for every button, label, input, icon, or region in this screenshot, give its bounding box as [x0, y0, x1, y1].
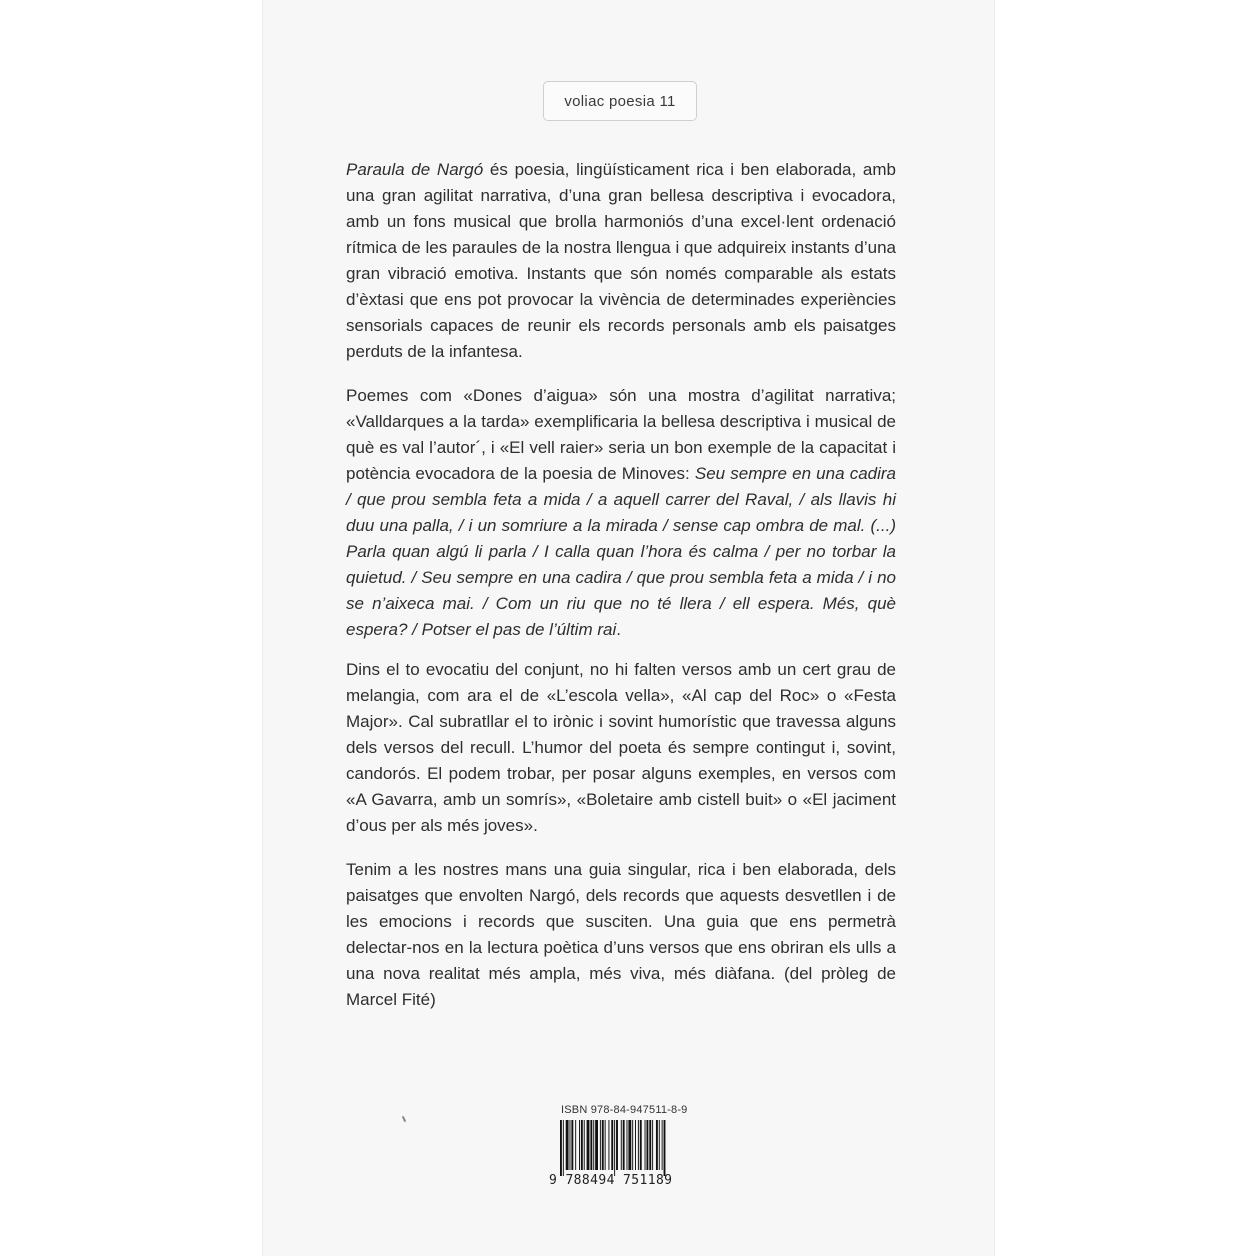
barcode-bar: [616, 1120, 618, 1170]
text-run: Tenim a les nostres mans una guia singular, rica i ben elaborada, dels paisatges que envolten Nargó, dels records que aquests desvetllen i de les emocions i records que susciten. Una guia que ens permetrà delectar-nos en la lectura poètica d’uns versos que ens obriran els ulls a una nova realitat més ampla, més viva, més diàfana. (del pròleg de Marcel Fité): [346, 860, 896, 1009]
barcode-bar: [664, 1120, 666, 1176]
series-label: voliac poesia 11: [543, 81, 697, 121]
paragraph-2: [346, 383, 896, 643]
italic-text-run: Seu sempre en una cadira / que prou sembla feta a mida / a aquell carrer del Raval, / als llavis hi duu una palla, / i un somriure a la mirada / sense cap ombra de mal. (...) Parla quan algú li parla / I calla quan l’hora és calma / per no torbar la quietud. / Seu sempre en una cadira / que prou sembla feta a mida / i no se n’aixeca mai. / Com un riu que no té llera / ell espera. Més, què espera? / Potser el pas de l’últim rai: [346, 464, 896, 639]
barcode-bar: [614, 1120, 615, 1176]
barcode-bar: [571, 1120, 573, 1170]
barcode-bar: [593, 1120, 594, 1170]
barcode-bar: [640, 1120, 642, 1170]
barcode-bar: [645, 1120, 646, 1170]
barcode-bar: [621, 1120, 622, 1170]
barcode: [560, 1120, 696, 1176]
barcode-bar: [628, 1120, 631, 1170]
barcode-bar: [584, 1120, 585, 1170]
text-run: Dins el to evocatiu del conjunt, no hi falten versos amb un cert grau de melangia, com ara el de «L’escola vella», «Al cap del Roc» o «Festa Major». Cal subratllar el to irònic i sovint humorístic que travessa alguns dels versos del recull. L’humor del poeta és sempre contingut i, sovint, candorós. El podem trobar, per posar alguns exemples, en versos com «A Gavarra, amb un somrís», «Boletaire amb cistell buit» o «El jaciment d’ous per als més joves».: [346, 660, 896, 835]
barcode-bar: [566, 1120, 569, 1170]
barcode-bar: [656, 1120, 658, 1170]
barcode-bar: [595, 1120, 598, 1170]
barcode-bar: [623, 1120, 625, 1170]
barcode-digits: 9 788494 751189: [549, 1173, 673, 1188]
text-run: és poesia, lingüísticament rica i ben elaborada, amb una gran agilitat narrativa, d’una gran bellesa descriptiva i evocadora, amb un fons musical que brolla harmoniós d’una excel·lent ordenació rítmica de les paraules de la nostra llengua i que adquireix instants d’una gran vibració emotiva. Instants que són només comparable als estats d’èxtasi que ens pot provocar la vivència de determinades experiències sensorials capaces de reunir els records personals amb els paisatges perduts de la infantesa.: [346, 160, 896, 361]
barcode-bar: [587, 1120, 590, 1170]
paragraph-3: [346, 657, 896, 839]
barcode-bar: [570, 1120, 571, 1170]
barcode-bar: [638, 1120, 639, 1170]
barcode-bar: [590, 1120, 592, 1170]
barcode-bar: [627, 1120, 628, 1170]
text-run: Poemes com «Dones d’aigua» són una mostra d’agilitat narrativa; «Valldarques a la tarda» exemplificaria la bellesa descriptiva i musical de què es val l’autor´, i «El vell raier» seria un bon exemple de la capacitat i potència evocadora de la poesia de Minoves:: [346, 386, 896, 483]
barcode-bar: [608, 1120, 609, 1170]
barcode-bar: [649, 1120, 651, 1170]
isbn-label: ISBN 978-84-947511-8-9: [561, 1104, 688, 1116]
barcode-bar: [581, 1120, 583, 1170]
barcode-bar: [563, 1120, 564, 1176]
barcode-bar: [635, 1120, 636, 1170]
barcode-bar: [652, 1120, 653, 1170]
blurb-text: [346, 157, 896, 1031]
barcode-bar: [575, 1120, 576, 1170]
italic-text-run: Paraula de Nargó: [346, 160, 484, 179]
barcode-bar: [662, 1120, 663, 1170]
barcode-bar: [605, 1120, 606, 1170]
barcode-bar: [632, 1120, 633, 1170]
barcode-bar: [600, 1120, 601, 1170]
barcode-bar: [560, 1120, 562, 1176]
paragraph-1: [346, 157, 896, 365]
paragraph-4: [346, 857, 896, 1013]
barcode-bar: [579, 1120, 580, 1170]
text-run: .: [616, 620, 621, 639]
barcode-bar: [659, 1120, 660, 1170]
barcode-bar: [646, 1120, 648, 1170]
barcode-bar: [602, 1120, 604, 1170]
barcode-bar: [611, 1120, 613, 1170]
